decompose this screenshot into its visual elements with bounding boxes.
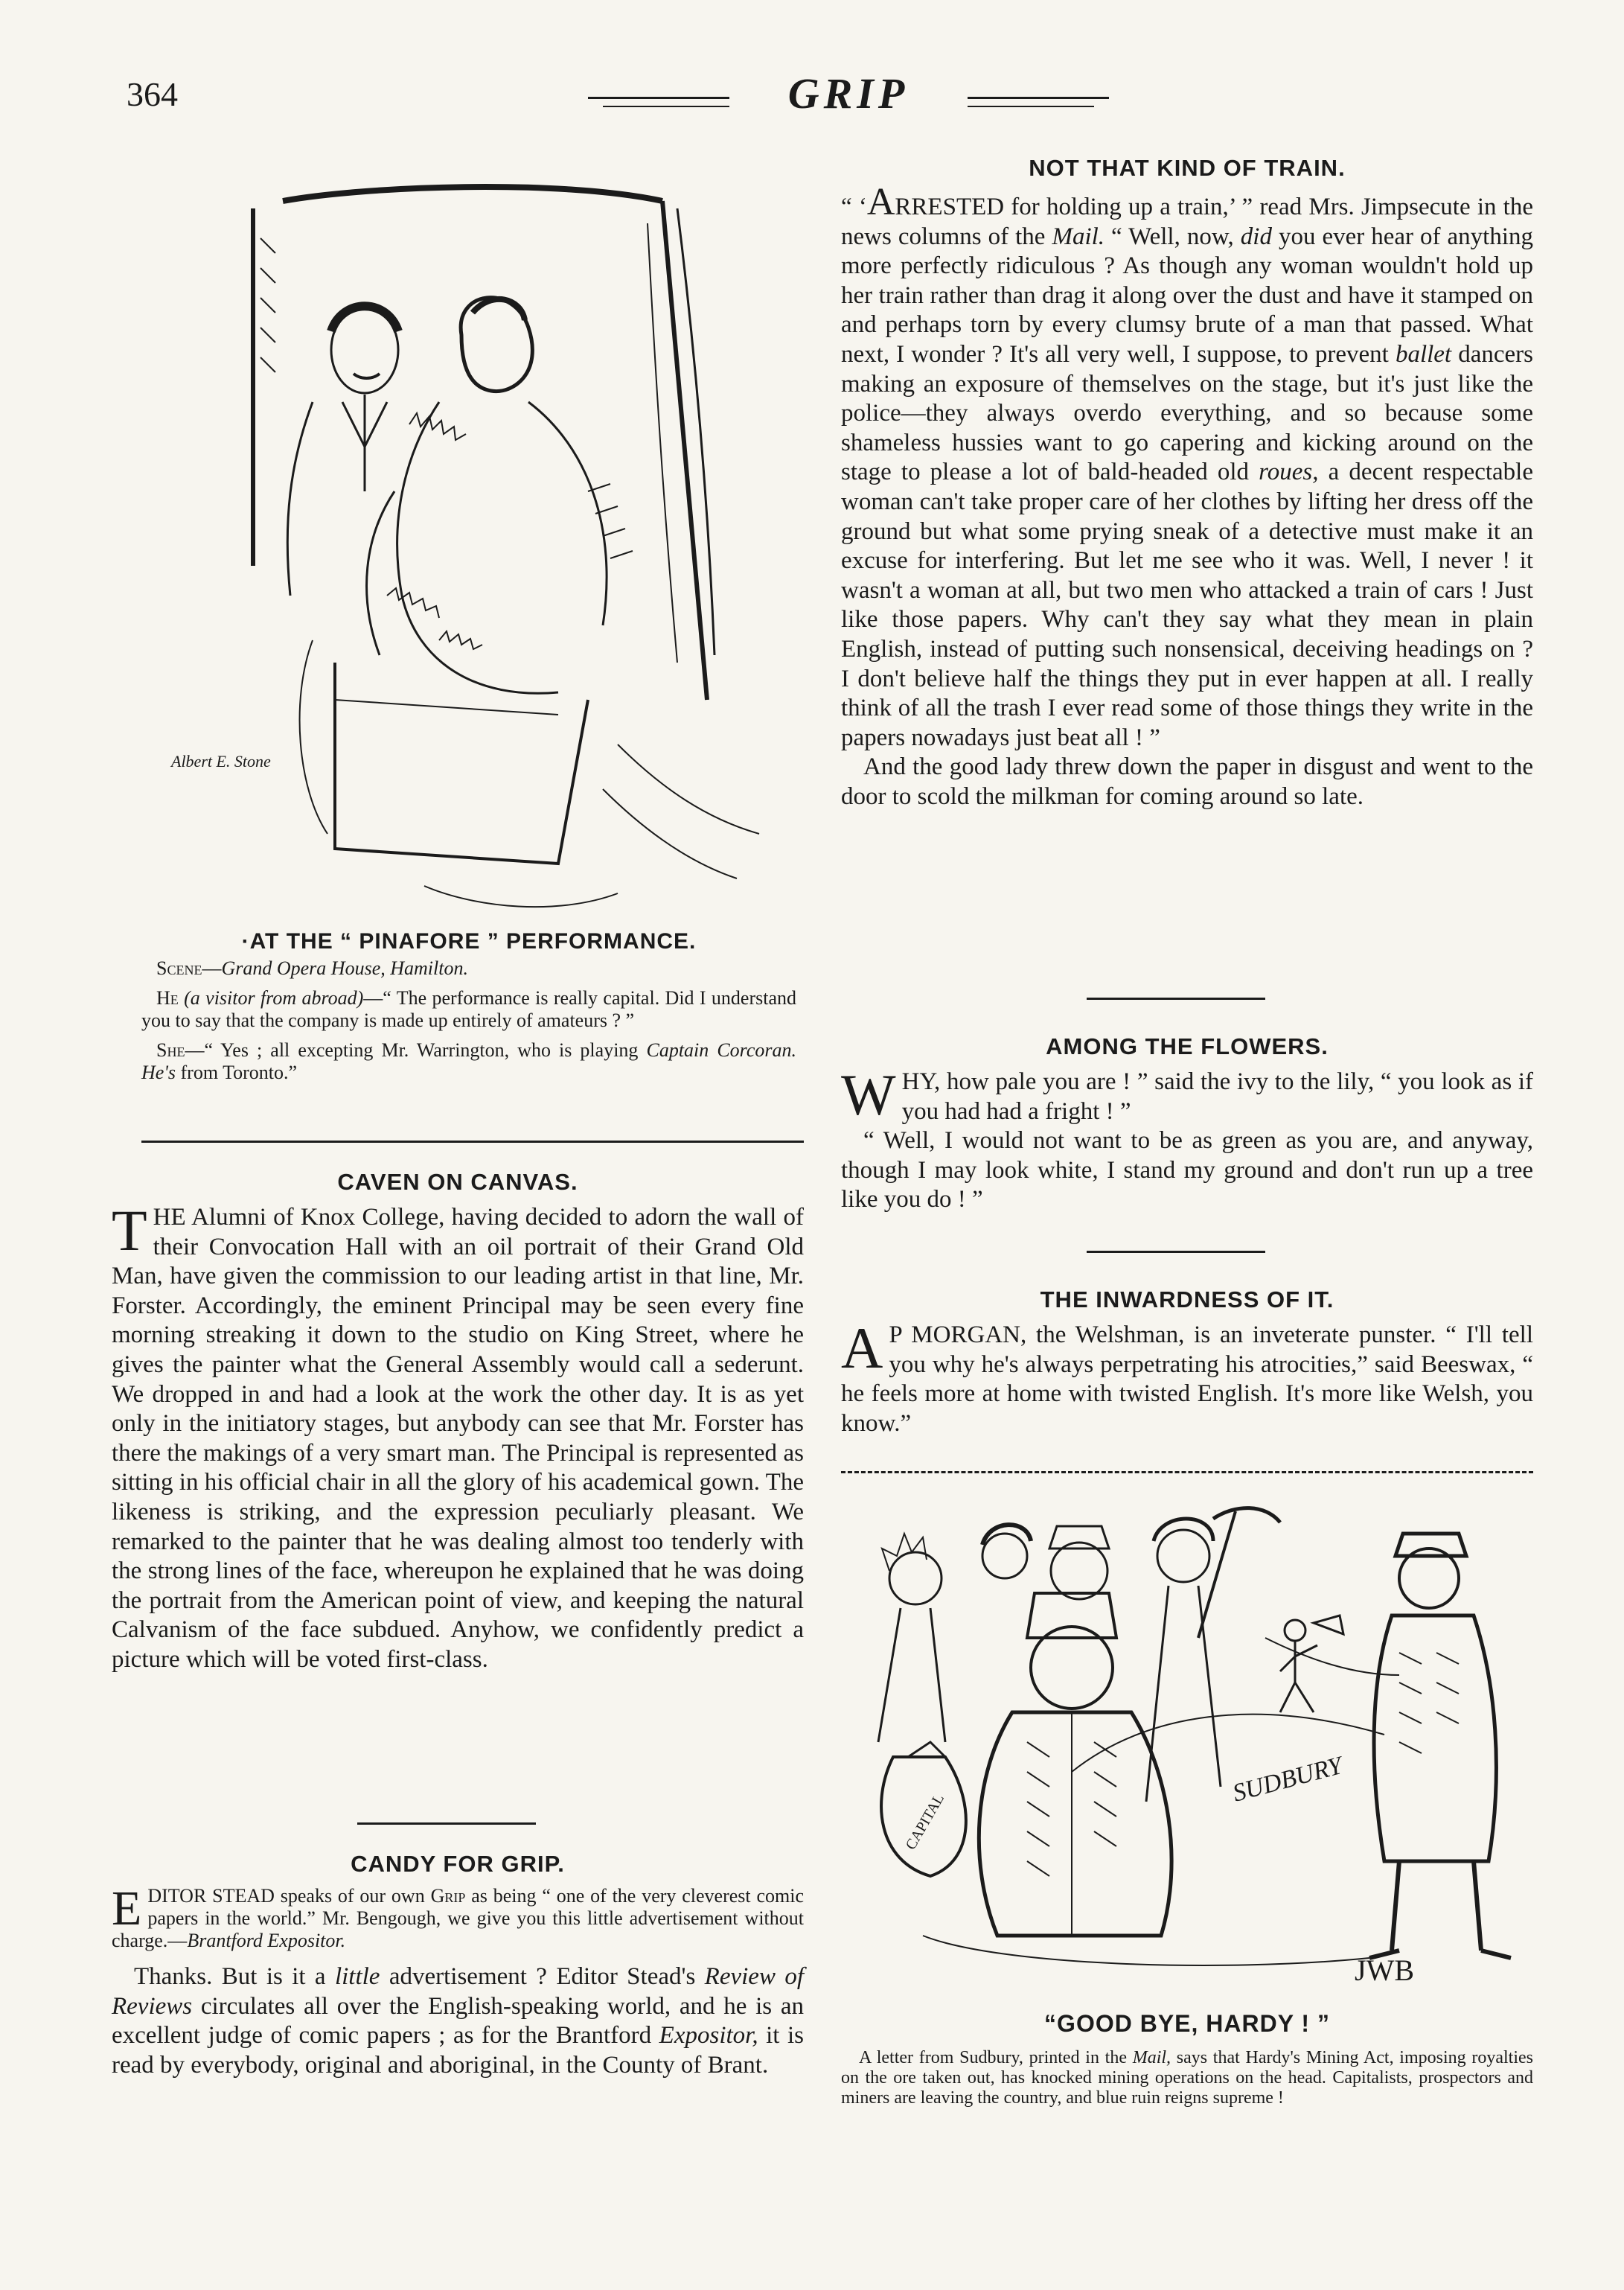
cartoon-bag-label: CAPITAL xyxy=(902,1790,948,1853)
candy-p1-c: circulates all over the English-speaking world, and he is an excellent judge of comic papers ; as for the Brantford xyxy=(112,1992,804,2050)
candy-p1-d: it is read by everybody, original and aboriginal, in the County of Brant. xyxy=(112,2022,804,2079)
she-line-b: from Toronto.” xyxy=(176,1062,298,1083)
train-p1-b: “ Well, now, xyxy=(1104,223,1241,250)
candy-quote-grip: Grip xyxy=(430,1885,466,1907)
train-article xyxy=(841,155,1533,811)
she-line-em2: He's xyxy=(141,1062,176,1083)
train-p1-a: RRESTED for holding up a train,’ ” read Mrs. Jimpsecute in the news columns of the xyxy=(841,194,1533,250)
candy-quote xyxy=(112,1881,804,1952)
masthead-title: GRIP xyxy=(787,69,909,118)
inward-body xyxy=(841,1315,1533,1438)
candy-dropcap: E xyxy=(112,1881,142,1936)
train-title: NOT THAT KIND OF TRAIN. xyxy=(1029,155,1346,181)
train-body xyxy=(841,181,1533,811)
caven-title: CAVEN ON CANVAS. xyxy=(337,1169,578,1195)
cartoon-caption-text xyxy=(841,2048,1533,2108)
divider-rule xyxy=(141,1141,804,1143)
inward-dropcap: A xyxy=(841,1315,883,1380)
candy-quote-src: Brantford Expositor. xyxy=(187,1930,346,1951)
divider-rule xyxy=(1087,998,1265,1000)
candy-body xyxy=(112,1962,804,2080)
inward-p1: P MORGAN, the Welshman, is an inveterate punster. “ I'll tell you why he's always perpetrating his atrocities,” said Beeswax, “ he feels more at home with twisted English. It's more like Welsh, you know.” xyxy=(841,1321,1533,1437)
flowers-p1: HY, how pale you are ! ” said the ivy to the lily, “ you look as if you had had a fright ! ” xyxy=(901,1068,1533,1125)
inward-article xyxy=(841,1286,1533,1438)
flowers-p2: “ Well, I would not want to be as green as you are, and anyway, though I may look white, I stand my ground and don't run up a tree like you do ! ” xyxy=(841,1127,1533,1213)
she-line-a: —“ Yes ; all excepting Mr. Warrington, who is playing xyxy=(185,1039,647,1061)
he-line: —“ The performance is really capital. Did I understand you to say that the company is made up entirely of amateurs ? ” xyxy=(141,987,796,1031)
train-p1-e: a decent respectable woman can't take proper care of her clothes by lifting her dress off the ground but what some prying sneak of a detective must make it an excuse for interfering. But let me see who it was. Well, I never ! it wasn't a woman at all, but two men who attacked a train of cars ! Just like those papers. Why can't they say what they mean in plain English, instead of putting such nonsensical, deceiving headings on ? I don't believe half the things they put in ever happen at all. I really think of all the trash I ever read some of those things they write in the papers nowadays just beat all ! ” xyxy=(841,459,1533,751)
cartoon-caption-a: A letter from Sudbury, printed in the xyxy=(859,2048,1133,2067)
pinafore-caption-title: ·AT THE “ PINAFORE ” PERFORMANCE. xyxy=(241,929,697,954)
candy-p1-a: Thanks. But is it a xyxy=(134,1963,335,1990)
he-label: He xyxy=(156,987,179,1009)
flowers-title: AMONG THE FLOWERS. xyxy=(1046,1033,1329,1059)
flowers-dropcap: W xyxy=(841,1062,896,1127)
cartoon-caption-b: says that Hardy's Mining Act, imposing royalties on the ore taken out, has knocked mining operations on the head. Capitalists, prospectors and miners are leaving the country, and blue ruin reigns supreme ! xyxy=(841,2048,1533,2108)
train-dropcap: A xyxy=(866,181,895,223)
pinafore-caption xyxy=(141,929,796,1084)
page-number: 364 xyxy=(127,75,178,113)
flowers-body xyxy=(841,1062,1533,1215)
candy-p1-em: little xyxy=(334,1963,380,1990)
divider-rule xyxy=(841,1471,1533,1473)
caven-article xyxy=(112,1169,804,1675)
inward-title: THE INWARDNESS OF IT. xyxy=(1040,1286,1334,1313)
she-label: She xyxy=(156,1039,185,1061)
pinafore-scene xyxy=(141,957,796,980)
he-role: (a visitor from abroad) xyxy=(184,987,364,1009)
flowers-article xyxy=(841,1033,1533,1215)
masthead xyxy=(588,68,1109,121)
train-p2: And the good lady threw down the paper in disgust and went to the door to scold the milkman for coming around so late. xyxy=(841,753,1533,810)
pinafore-drawing xyxy=(141,179,804,923)
train-p1-d: dancers making an exposure of themselves on the stage, but it's just like the police—they always overdo everything, and so because some shameless hussies want to go capering and kicking around on the stage to please a lot of bald-headed old xyxy=(841,340,1533,486)
scene-place: Grand Opera House, Hamilton. xyxy=(221,957,468,979)
pinafore-she-line xyxy=(141,1039,796,1084)
cartoon-illustration xyxy=(848,1489,1533,1995)
cartoon-title: “GOOD BYE, HARDY ! ” xyxy=(1044,2010,1330,2037)
candy-p1-em3: Expositor, xyxy=(659,2022,758,2050)
caven-dropcap: T xyxy=(112,1198,147,1263)
train-p1-c: you ever hear of anything more perfectly ridiculous ? As though any woman wouldn't hold up her train rather than drag it along over the dust and have it stamped on and perhaps torn by every clumsy brute of a man that passed. What next, I wonder ? It's all very well, I suppose, to prevent xyxy=(841,223,1533,368)
divider-rule xyxy=(357,1822,536,1825)
pinafore-signature: Albert E. Stone xyxy=(171,752,271,771)
train-p1-did: did xyxy=(1240,223,1272,250)
train-open-quote: “ ‘ xyxy=(841,194,867,220)
pinafore-illustration xyxy=(141,179,804,923)
caven-text: HE Alumni of Knox College, having decided to adorn the wall of their Convocation Hall with an oil portrait of their Grand Old Man, have given the commission to our leading artist in that line, Mr. Forster. Accordingly, the eminent Principal may be seen every fine morning streaking it down to the studio on King Street, where he gives the painter what the General Assembly would call a sederunt. We dropped in and had a look at the work the other day. It is as yet only in the initiatory stages, but anybody can see that Mr. Forster has there the makings of a very smart man. The Principal is represented as sitting in his official chair in all the glory of his academical gown. The likeness is striking, and the expression peculiarly pleasant. We remarked to the painter that he was dealing almost too tenderly with the strong lines of the face, whereupon he explained that he was doing the portrait from the American point of view, and keeping the natural Calvanism of the face subdued. Anyhow, we confidently predict a picture which will be voted first-class. xyxy=(112,1204,804,1673)
cartoon-signature: JWB xyxy=(1355,1953,1414,1987)
pinafore-he-line xyxy=(141,987,796,1032)
candy-p1-b: advertisement ? Editor Stead's xyxy=(380,1963,705,1990)
cartoon-land-label: SUDBURY xyxy=(1230,1752,1346,1808)
candy-article xyxy=(112,1851,804,2080)
cartoon-caption-mail: Mail, xyxy=(1132,2048,1171,2067)
divider-rule xyxy=(1087,1251,1265,1253)
scene-label: Scene— xyxy=(156,957,222,979)
candy-quote-a: DITOR STEAD speaks of our own xyxy=(147,1885,431,1907)
she-line-em1: Captain Corcoran. xyxy=(646,1039,796,1061)
candy-title: CANDY FOR GRIP. xyxy=(351,1851,565,1877)
caven-body xyxy=(112,1198,804,1675)
train-p1-roues: roues, xyxy=(1259,459,1319,486)
train-p1-ballet: ballet xyxy=(1395,340,1452,368)
cartoon-caption xyxy=(841,2010,1533,2108)
candy-p1-em2: Review of Reviews xyxy=(112,1963,804,2020)
cartoon-drawing xyxy=(848,1489,1533,1995)
candy-quote-b: as being “ one of the very cleverest comic papers in the world.” Mr. Bengough, we give you this little advertisement without charge.— xyxy=(112,1885,804,1951)
train-p1-mail: Mail. xyxy=(1052,223,1105,250)
